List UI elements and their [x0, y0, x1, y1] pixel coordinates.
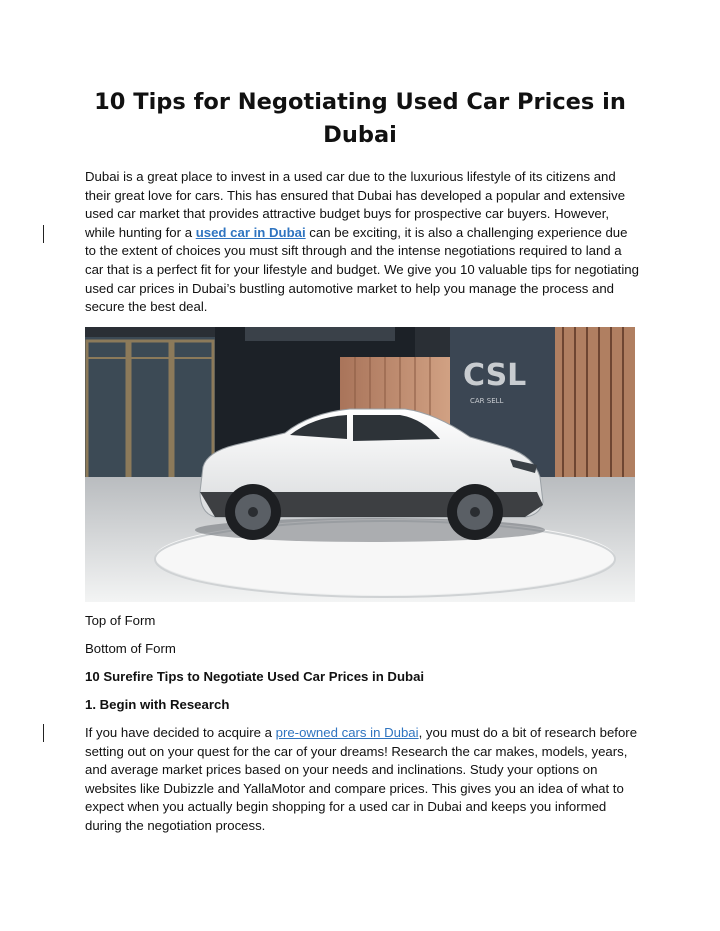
tip-1-text-before: If you have decided to acquire a — [85, 725, 276, 740]
showroom-logo-text: CAR SELL — [470, 397, 504, 405]
intro-paragraph — [85, 168, 640, 317]
form-bottom-label: Bottom of Form — [85, 641, 176, 656]
pre-owned-cars-link[interactable]: pre-owned cars in Dubai — [275, 725, 419, 740]
tip-1-heading: 1. Begin with Research — [85, 697, 230, 712]
tip-1-text-after: , you must do a bit of research before setting out on your quest for the car of your dreams! Research the car makes, models, years, and average market prices based on your needs and inclinations. Study your options on websites like Dubizzle and YallaMotor and compare prices. This gives you an idea of what to expect when you actually begin shopping for a used car in Dubai and keeps you informed during the negotiation process. — [85, 725, 638, 833]
article-title: 10 Tips for Negotiating Used Car Prices in Dubai — [94, 89, 626, 148]
form-top-label: Top of Form — [85, 613, 156, 628]
text-cursor-marker — [43, 225, 44, 243]
text-cursor-marker-2 — [43, 724, 44, 742]
car-showroom-illustration — [85, 327, 635, 602]
showroom-logo: CSL — [463, 358, 527, 393]
section-heading: 10 Surefire Tips to Negotiate Used Car Prices in Dubai — [85, 669, 425, 684]
intro-text-before: Dubai is a great place to invest in a used car due to the luxurious lifestyle of its citizens and their great love for cars. This has ensured that Dubai has developed a popular and extensive used car market that provides attractive budget buys for prospective car buyers. However, while hunting for a — [85, 169, 626, 240]
intro-text-after: can be exciting, it is also a challenging experience due to the extent of choices you must sift through and the intense negotiations required to land a car that is a perfect fit for your lifestyle and budget. We give you 10 valuable tips for negotiating used car prices in Dubai’s bustling automotive market to help you manage the process and secure the best deal. — [85, 224, 639, 315]
car-showroom-photo — [85, 327, 635, 602]
used-car-link[interactable]: used car in Dubai — [195, 224, 306, 240]
tip-1-paragraph — [85, 724, 640, 836]
